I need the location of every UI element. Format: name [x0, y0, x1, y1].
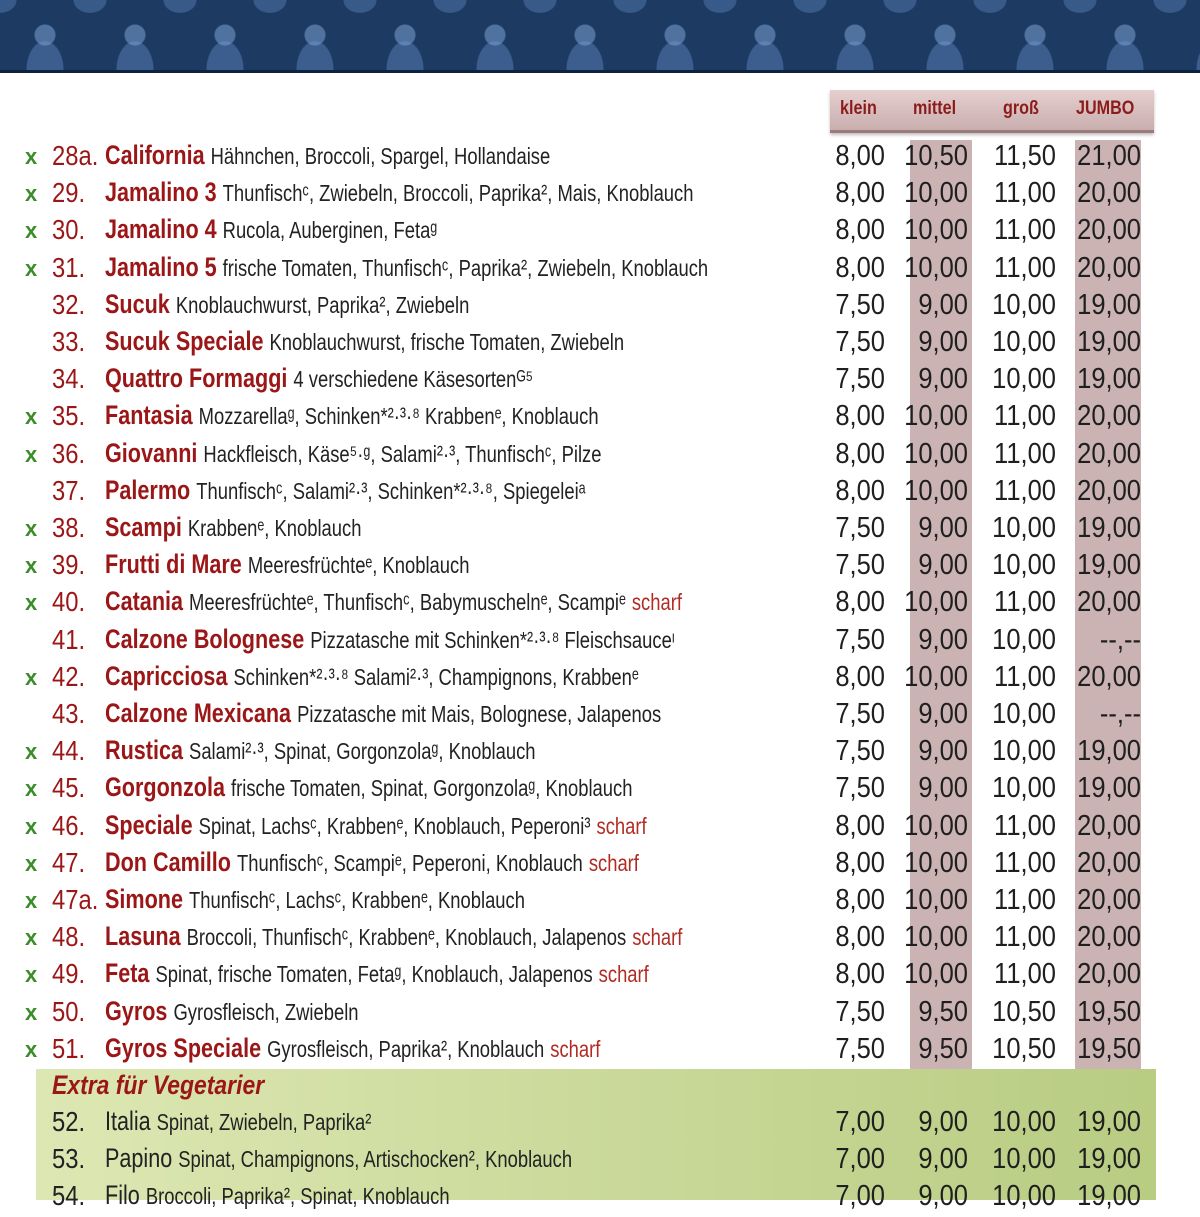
menu-item-row: [0, 1033, 1200, 1070]
price-mittel: 10,00: [904, 400, 968, 433]
price-jumbo: 19,00: [1077, 772, 1141, 805]
menu-item-description: [105, 1106, 371, 1137]
price-mittel: 10,00: [904, 437, 968, 470]
price-klein: 7,50: [835, 735, 885, 768]
spicy-label: scharf: [632, 924, 683, 951]
price-jumbo: 19,00: [1077, 735, 1141, 768]
menu-item-description: [105, 586, 682, 617]
price-gross: 11,00: [994, 214, 1056, 247]
price-klein: 7,50: [835, 623, 885, 656]
price-klein: 7,00: [835, 1180, 885, 1213]
price-jumbo: 20,00: [1077, 251, 1141, 284]
dietary-mark: x: [25, 962, 38, 988]
menu-item-row: [0, 400, 1200, 437]
menu-item-description: [105, 1180, 450, 1211]
price-mittel: 10,00: [904, 660, 968, 693]
price-klein: 7,50: [835, 995, 885, 1028]
spicy-label: scharf: [550, 1035, 601, 1062]
menu-item-ingredients: Spinat, Lachsᶜ, Krabbenᵉ, Knoblauch, Peperoni³: [198, 812, 591, 839]
menu-item-description: [105, 214, 437, 245]
dietary-mark: x: [25, 850, 38, 876]
price-mittel: 10,00: [904, 846, 968, 879]
menu-item-name: Jamalino 3: [105, 177, 217, 208]
spicy-label: scharf: [596, 812, 647, 839]
menu-item-number: 37.: [52, 474, 86, 506]
menu-item-ingredients: Knoblauchwurst, Paprika², Zwiebeln: [175, 291, 470, 318]
price-klein: 7,50: [835, 363, 885, 396]
menu-item-row: [0, 326, 1200, 363]
price-jumbo: 19,00: [1077, 512, 1141, 544]
price-mittel: 9,00: [918, 1180, 968, 1213]
menu-item-ingredients: Meeresfrüchteᵉ, Knoblauch: [247, 552, 470, 579]
price-klein: 8,00: [835, 251, 885, 284]
price-jumbo: 19,00: [1077, 1143, 1141, 1176]
price-jumbo: 19,00: [1077, 1180, 1141, 1213]
menu-item-name: Rustica: [105, 735, 184, 766]
price-jumbo: 19,50: [1077, 995, 1141, 1028]
menu-item-description: [105, 289, 469, 320]
price-gross: 11,00: [994, 660, 1056, 693]
menu-item-row: [0, 177, 1200, 214]
dietary-mark: x: [25, 553, 38, 579]
price-jumbo: 20,00: [1077, 958, 1141, 991]
menu-item-ingredients: Spinat, Champignons, Artischocken², Knoblauch: [178, 1146, 573, 1173]
price-gross: 10,00: [992, 623, 1056, 656]
menu-item-description: [105, 624, 675, 655]
price-klein: 7,50: [835, 549, 885, 582]
menu-item-number: 36.: [52, 437, 86, 469]
damask-banner: [0, 0, 1200, 73]
menu-item-number: 35.: [52, 400, 86, 432]
menu-item-row: [0, 140, 1200, 177]
size-label-gross: groß: [1003, 98, 1039, 119]
price-klein: 8,00: [835, 177, 885, 210]
menu-item-number: 45.: [52, 772, 86, 804]
menu-item-ingredients: Thunfischᶜ, Scampiᵉ, Peperoni, Knoblauch: [237, 849, 583, 876]
price-mittel: 9,00: [918, 698, 968, 730]
menu-item-name: Catania: [105, 586, 184, 617]
menu-item-name: Speciale: [105, 809, 193, 840]
spicy-label: scharf: [631, 589, 682, 616]
price-gross: 10,00: [992, 1106, 1056, 1138]
menu-item-ingredients: Hähnchen, Broccoli, Spargel, Hollandaise: [210, 143, 551, 169]
price-klein: 7,50: [835, 326, 885, 358]
price-jumbo: 20,00: [1077, 660, 1141, 693]
menu-item-number: 51.: [52, 1032, 86, 1064]
menu-item-name: Jamalino 5: [105, 251, 217, 282]
price-gross: 11,00: [994, 177, 1056, 210]
price-mittel: 10,00: [904, 921, 968, 954]
price-gross: 11,00: [994, 884, 1056, 916]
menu-item-number: 52.: [52, 1106, 86, 1137]
price-gross: 11,00: [994, 846, 1056, 879]
price-jumbo: 21,00: [1077, 140, 1141, 172]
menu-item-ingredients: Spinat, Zwiebeln, Paprika²: [156, 1109, 372, 1135]
dietary-mark: x: [25, 441, 38, 467]
menu-item-ingredients: frische Tomaten, Thunfischᶜ, Paprika², Zwiebeln, Knoblauch: [222, 254, 709, 281]
menu-item-ingredients: frische Tomaten, Spinat, Gorgonzolaᵍ, Knoblauch: [231, 775, 633, 802]
menu-item-name: Fantasia: [105, 400, 193, 431]
price-mittel: 9,00: [918, 363, 968, 396]
spicy-label: scharf: [598, 961, 649, 988]
menu-item-name: Feta: [105, 958, 150, 989]
size-label-klein: klein: [840, 98, 877, 119]
price-klein: 8,00: [835, 846, 885, 879]
price-gross: 11,50: [994, 140, 1056, 172]
menu-item-name: Gyros: [105, 995, 168, 1026]
menu-item-ingredients: Salami²·³, Spinat, Gorgonzolaᵍ, Knoblauch: [189, 738, 536, 765]
menu-item-number: 43.: [52, 698, 86, 729]
menu-item-description: [105, 847, 639, 878]
price-mittel: 9,00: [918, 326, 968, 358]
menu-item-number: 33.: [52, 326, 86, 357]
menu-item-name: Scampi: [105, 512, 182, 542]
price-mittel: 10,00: [904, 251, 968, 284]
menu-item-number: 41.: [52, 623, 86, 655]
menu-item-row: [0, 252, 1200, 289]
dietary-mark: x: [25, 664, 38, 690]
price-mittel: 9,00: [918, 1143, 968, 1176]
price-klein: 8,00: [835, 214, 885, 247]
dietary-mark: x: [25, 181, 38, 207]
menu-item-row: [0, 512, 1200, 549]
menu-item-number: 50.: [52, 995, 86, 1027]
price-jumbo: 19,00: [1077, 1106, 1141, 1138]
price-jumbo: 19,00: [1077, 326, 1141, 358]
menu-item-description: [105, 1033, 600, 1064]
menu-item-description: [105, 735, 536, 766]
menu-item-description: [105, 252, 708, 283]
menu-item-name: Sucuk: [105, 288, 170, 319]
menu-item-row: [0, 1180, 1200, 1217]
price-klein: 7,00: [835, 1143, 885, 1176]
menu-item-row: [0, 549, 1200, 586]
menu-item-row: [0, 698, 1200, 735]
price-jumbo: 20,00: [1077, 921, 1141, 954]
menu-item-number: 29.: [52, 177, 86, 209]
price-jumbo: 19,00: [1077, 288, 1141, 321]
menu-item-description: [105, 810, 647, 841]
price-gross: 10,00: [992, 1143, 1056, 1176]
menu-item-name: Papino: [105, 1143, 173, 1174]
dietary-mark: x: [25, 218, 38, 244]
price-mittel: 9,00: [918, 623, 968, 656]
menu-item-number: 53.: [52, 1143, 86, 1175]
price-jumbo: 20,00: [1077, 884, 1141, 916]
menu-item-name: Giovanni: [105, 437, 198, 468]
price-jumbo: 19,00: [1077, 363, 1141, 396]
menu-item-description: [105, 438, 601, 469]
menu-item-name: Sucuk Speciale: [105, 326, 264, 356]
price-mittel: 9,50: [918, 995, 968, 1028]
menu-item-number: 42.: [52, 660, 86, 692]
price-jumbo: --,--: [1099, 698, 1141, 730]
menu-item-name: Frutti di Mare: [105, 549, 242, 580]
price-mittel: 9,00: [918, 772, 968, 805]
menu-item-description: [105, 958, 649, 989]
menu-item-name: Capricciosa: [105, 660, 228, 691]
menu-item-name: Simone: [105, 884, 184, 914]
dietary-mark: x: [25, 516, 38, 541]
menu-item-name: Italia: [105, 1106, 151, 1136]
price-klein: 7,50: [835, 698, 885, 730]
price-gross: 11,00: [994, 809, 1056, 842]
spicy-label: scharf: [588, 849, 639, 876]
price-klein: 7,50: [835, 288, 885, 321]
menu-item-number: 38.: [52, 512, 86, 543]
menu-item-ingredients: Thunfischᶜ, Salami²·³, Schinken*²·³·⁸, Spiegeleiᵃ: [196, 477, 586, 504]
menu-item-description: [105, 884, 525, 915]
price-jumbo: 20,00: [1077, 177, 1141, 210]
size-header: [830, 90, 1154, 133]
menu-item-description: [105, 140, 550, 171]
price-klein: 8,00: [835, 140, 885, 172]
menu-item-ingredients: Knoblauchwurst, frische Tomaten, Zwiebeln: [269, 329, 625, 355]
price-gross: 11,00: [994, 958, 1056, 991]
dietary-mark: x: [25, 144, 38, 169]
price-gross: 10,00: [992, 326, 1056, 358]
price-klein: 8,00: [835, 809, 885, 842]
menu-item-description: [105, 400, 599, 431]
price-jumbo: 20,00: [1077, 474, 1141, 507]
dietary-mark: x: [25, 255, 38, 281]
price-mittel: 9,00: [918, 735, 968, 768]
price-gross: 10,50: [992, 995, 1056, 1028]
price-gross: 10,00: [992, 735, 1056, 768]
menu-item-description: [105, 698, 661, 729]
menu-item-description: [105, 363, 533, 394]
menu-item-row: [0, 475, 1200, 512]
menu-item-name: Gyros Speciale: [105, 1032, 262, 1063]
menu-item-number: 40.: [52, 586, 86, 618]
menu-item-description: [105, 1143, 572, 1174]
dietary-mark: x: [25, 776, 38, 802]
price-klein: 8,00: [835, 474, 885, 507]
price-jumbo: 20,00: [1077, 437, 1141, 470]
menu-item-ingredients: Hackfleisch, Käse⁵·ᵍ, Salami²·³, Thunfischᶜ, Pilze: [203, 440, 602, 467]
menu-item-ingredients: Gyrosfleisch, Zwiebeln: [173, 998, 359, 1025]
price-jumbo: 19,00: [1077, 549, 1141, 582]
dietary-mark: x: [25, 999, 38, 1025]
menu-item-row: [0, 921, 1200, 958]
menu-item-name: Gorgonzola: [105, 772, 225, 803]
menu-item-ingredients: Pizzatasche mit Schinken*²·³·⁸ Fleischsauceᶦ: [310, 626, 675, 653]
size-label-jumbo: JUMBO: [1076, 98, 1135, 119]
menu-item-row: [0, 661, 1200, 698]
menu-item-ingredients: Krabbenᵉ, Knoblauch: [187, 515, 362, 541]
price-klein: 8,00: [835, 958, 885, 991]
menu-item-name: Quattro Formaggi: [105, 363, 288, 394]
menu-item-ingredients: Gyrosfleisch, Paprika², Knoblauch: [267, 1035, 545, 1062]
menu-item-row: [0, 624, 1200, 661]
price-mittel: 9,00: [918, 512, 968, 544]
menu-item-row: [0, 438, 1200, 475]
menu-item-number: 44.: [52, 735, 86, 767]
menu-item-name: Filo: [105, 1180, 140, 1211]
price-jumbo: 20,00: [1077, 586, 1141, 619]
dietary-mark: x: [25, 404, 38, 430]
menu-item-row: [0, 810, 1200, 847]
price-jumbo: 20,00: [1077, 846, 1141, 879]
price-klein: 8,00: [835, 884, 885, 916]
menu-item-number: 47.: [52, 846, 86, 878]
price-klein: 7,50: [835, 772, 885, 805]
menu-item-row: [0, 884, 1200, 921]
price-jumbo: 20,00: [1077, 214, 1141, 247]
menu-item-number: 54.: [52, 1180, 86, 1212]
price-klein: 8,00: [835, 921, 885, 954]
menu-item-ingredients: Schinken*²·³·⁸ Salami²·³, Champignons, Krabbenᵉ: [233, 663, 639, 690]
menu-item-row: [0, 958, 1200, 995]
menu-item-name: Jamalino 4: [105, 214, 217, 245]
menu-item-ingredients: Pizzatasche mit Mais, Bolognese, Jalapenos: [297, 701, 662, 727]
menu-item-row: [0, 772, 1200, 809]
price-gross: 10,50: [992, 1032, 1056, 1065]
price-jumbo: 20,00: [1077, 400, 1141, 433]
menu-item-number: 39.: [52, 549, 86, 581]
price-mittel: 10,00: [904, 474, 968, 507]
menu-item-number: 47a.: [52, 884, 99, 915]
price-gross: 10,00: [992, 549, 1056, 582]
price-gross: 10,00: [992, 512, 1056, 544]
menu-item-name: Don Camillo: [105, 846, 232, 877]
size-label-mittel: mittel: [913, 98, 957, 119]
menu-item-description: [105, 772, 632, 803]
menu-item-description: [105, 475, 586, 506]
menu-item-number: 48.: [52, 921, 86, 953]
menu-item-ingredients: Broccoli, Thunfischᶜ, Krabbenᵉ, Knoblauch, Jalapenos: [186, 924, 627, 951]
price-klein: 7,00: [835, 1106, 885, 1138]
price-mittel: 9,50: [918, 1032, 968, 1065]
dietary-mark: x: [25, 925, 38, 951]
price-mittel: 9,00: [918, 549, 968, 582]
menu-item-name: Calzone Mexicana: [105, 698, 292, 728]
menu-item-name: Lasuna: [105, 921, 181, 952]
menu-item-ingredients: Thunfischᶜ, Zwiebeln, Broccoli, Paprika², Mais, Knoblauch: [222, 180, 694, 207]
menu-item-row: [0, 735, 1200, 772]
menu-item-number: 32.: [52, 288, 86, 320]
price-gross: 10,00: [992, 363, 1056, 396]
price-mittel: 10,00: [904, 809, 968, 842]
price-gross: 10,00: [992, 288, 1056, 321]
dietary-mark: x: [25, 813, 38, 839]
price-gross: 11,00: [994, 400, 1056, 433]
dietary-mark: x: [25, 590, 38, 616]
menu-item-description: [105, 549, 469, 580]
menu-item-description: [105, 326, 624, 357]
price-gross: 10,00: [992, 698, 1056, 730]
dietary-mark: x: [25, 1036, 38, 1062]
menu-item-number: 46.: [52, 809, 86, 841]
dietary-mark: x: [25, 888, 38, 913]
price-gross: 11,00: [994, 251, 1056, 284]
price-mittel: 10,00: [904, 214, 968, 247]
menu-item-ingredients: Mozzarellaᵍ, Schinken*²·³·⁸ Krabbenᵉ, Knoblauch: [198, 403, 599, 430]
price-klein: 7,50: [835, 1032, 885, 1065]
price-jumbo: --,--: [1099, 623, 1141, 656]
dietary-mark: x: [25, 739, 38, 765]
price-mittel: 9,00: [918, 288, 968, 321]
price-klein: 8,00: [835, 660, 885, 693]
menu-item-description: [105, 996, 359, 1027]
price-jumbo: 19,50: [1077, 1032, 1141, 1065]
menu-item-ingredients: Spinat, frische Tomaten, Fetaᵍ, Knoblauch, Jalapenos: [155, 961, 593, 988]
menu-item-row: [0, 1106, 1200, 1143]
price-gross: 11,00: [994, 474, 1056, 507]
menu-item-ingredients: Meeresfrüchteᵉ, Thunfischᶜ, Babymuschelnᵉ, Scampiᵉ: [189, 589, 626, 616]
menu-item-number: 28a.: [52, 140, 99, 171]
menu-item-ingredients: Rucola, Auberginen, Fetaᵍ: [222, 217, 438, 244]
price-klein: 7,50: [835, 512, 885, 544]
price-mittel: 10,00: [904, 884, 968, 916]
price-klein: 8,00: [835, 400, 885, 433]
price-gross: 11,00: [994, 586, 1056, 619]
menu-item-row: [0, 586, 1200, 623]
price-klein: 8,00: [835, 586, 885, 619]
menu-item-row: [0, 363, 1200, 400]
menu-item-name: Palermo: [105, 474, 191, 505]
price-gross: 11,00: [994, 437, 1056, 470]
menu-item-description: [105, 177, 693, 208]
price-mittel: 9,00: [918, 1106, 968, 1138]
price-jumbo: 20,00: [1077, 809, 1141, 842]
menu-item-name: Calzone Bolognese: [105, 623, 305, 654]
menu-item-name: California: [105, 140, 205, 170]
vegetarian-section-title: Extra für Vegetarier: [52, 1070, 265, 1100]
menu-item-row: [0, 996, 1200, 1033]
menu-item-number: 31.: [52, 251, 86, 283]
price-mittel: 10,50: [904, 140, 968, 172]
price-klein: 8,00: [835, 437, 885, 470]
menu-item-ingredients: Thunfischᶜ, Lachsᶜ, Krabbenᵉ, Knoblauch: [189, 887, 525, 913]
menu-item-row: [0, 289, 1200, 326]
price-mittel: 10,00: [904, 177, 968, 210]
menu-item-description: [105, 921, 682, 952]
menu-item-row: [0, 214, 1200, 251]
menu-item-number: 30.: [52, 214, 86, 246]
menu-item-description: [105, 512, 361, 543]
menu-item-row: [0, 847, 1200, 884]
menu-item-ingredients: Broccoli, Paprika², Spinat, Knoblauch: [145, 1183, 450, 1210]
menu-item-number: 49.: [52, 958, 86, 990]
price-gross: 10,00: [992, 1180, 1056, 1213]
menu-item-row: [0, 1143, 1200, 1180]
menu-item-number: 34.: [52, 363, 86, 395]
price-mittel: 10,00: [904, 958, 968, 991]
price-mittel: 10,00: [904, 586, 968, 619]
menu-item-description: [105, 661, 639, 692]
price-gross: 11,00: [994, 921, 1056, 954]
price-gross: 10,00: [992, 772, 1056, 805]
menu-item-ingredients: 4 verschiedene Käsesortenᴳ⁵: [293, 366, 534, 393]
